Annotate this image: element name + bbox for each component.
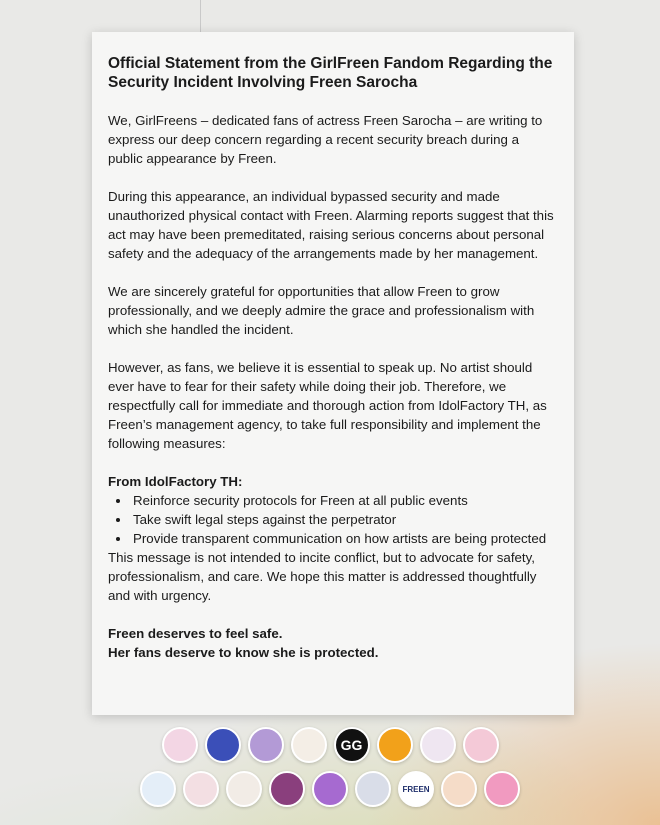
statement-title: Official Statement from the GirlFreen Fandom Regarding the Security Incident Involving Freen Sarocha xyxy=(108,55,553,91)
closing-line-2: Her fans deserve to know she is protected. xyxy=(108,645,379,660)
fan-avatar-icon xyxy=(226,771,262,807)
fan-avatar-icon xyxy=(334,727,370,763)
fan-avatar-icon xyxy=(312,771,348,807)
fan-avatar-icon xyxy=(463,727,499,763)
closing-line-1: Freen deserves to feel safe. xyxy=(108,626,283,641)
paragraph-incident: During this appearance, an individual bypassed security and made unauthorized physical contact with Freen. Alarming reports suggest that this act may have been premeditated, raising serious concerns about personal safety and the adequacy of the arrangements made by her management. xyxy=(108,189,554,261)
measure-item: • Provide transparent communication on how artists are being protected xyxy=(131,529,554,548)
fan-avatar-icon xyxy=(441,771,477,807)
fan-logo-row-1 xyxy=(0,727,660,763)
fan-avatar-icon xyxy=(205,727,241,763)
fan-avatar-icon xyxy=(377,727,413,763)
fan-logo-text: FREEN xyxy=(402,784,430,794)
measure-item: • Reinforce security protocols for Freen at all public events xyxy=(131,491,554,510)
fan-avatar-icon xyxy=(291,727,327,763)
fan-avatar-icon xyxy=(162,727,198,763)
fan-logo-text: GG xyxy=(340,737,363,753)
fan-avatar-icon xyxy=(269,771,305,807)
fan-avatar-icon xyxy=(140,771,176,807)
fan-avatar-icon xyxy=(398,771,434,807)
paragraph-intro: We, GirlFreens – dedicated fans of actress Freen Sarocha – are writing to express our deep concern regarding a recent security breach during a public appearance by Freen. xyxy=(108,113,543,166)
background-divider-line xyxy=(200,0,201,32)
fan-avatar-icon xyxy=(183,771,219,807)
paragraph-gratitude: We are sincerely grateful for opportunities that allow Freen to grow professionally, and we deeply admire the grace and professionalism with which she handled the incident. xyxy=(108,284,535,337)
fan-avatar-icon xyxy=(420,727,456,763)
fan-avatar-icon xyxy=(248,727,284,763)
measures-list xyxy=(108,491,554,548)
fan-avatar-icon xyxy=(355,771,391,807)
statement-card xyxy=(92,32,574,715)
measures-heading: From IdolFactory TH: xyxy=(108,474,243,489)
paragraph-intent: This message is not intended to incite conflict, but to advocate for safety, professionalism, and care. We hope this matter is addressed thoughtfully and with urgency. xyxy=(108,550,537,603)
fan-avatar-icon xyxy=(484,771,520,807)
measure-item: • Take swift legal steps against the perpetrator xyxy=(131,510,554,529)
closing-statement xyxy=(108,624,554,662)
fan-logo-row-2 xyxy=(0,771,660,807)
paragraph-call-to-action: However, as fans, we believe it is essential to speak up. No artist should ever have to fear for their safety while doing their job. Therefore, we respectfully call for immediate and thorough action from IdolFactory TH, as Freen’s management agency, to take full responsibility and implement the following measures: xyxy=(108,360,547,451)
